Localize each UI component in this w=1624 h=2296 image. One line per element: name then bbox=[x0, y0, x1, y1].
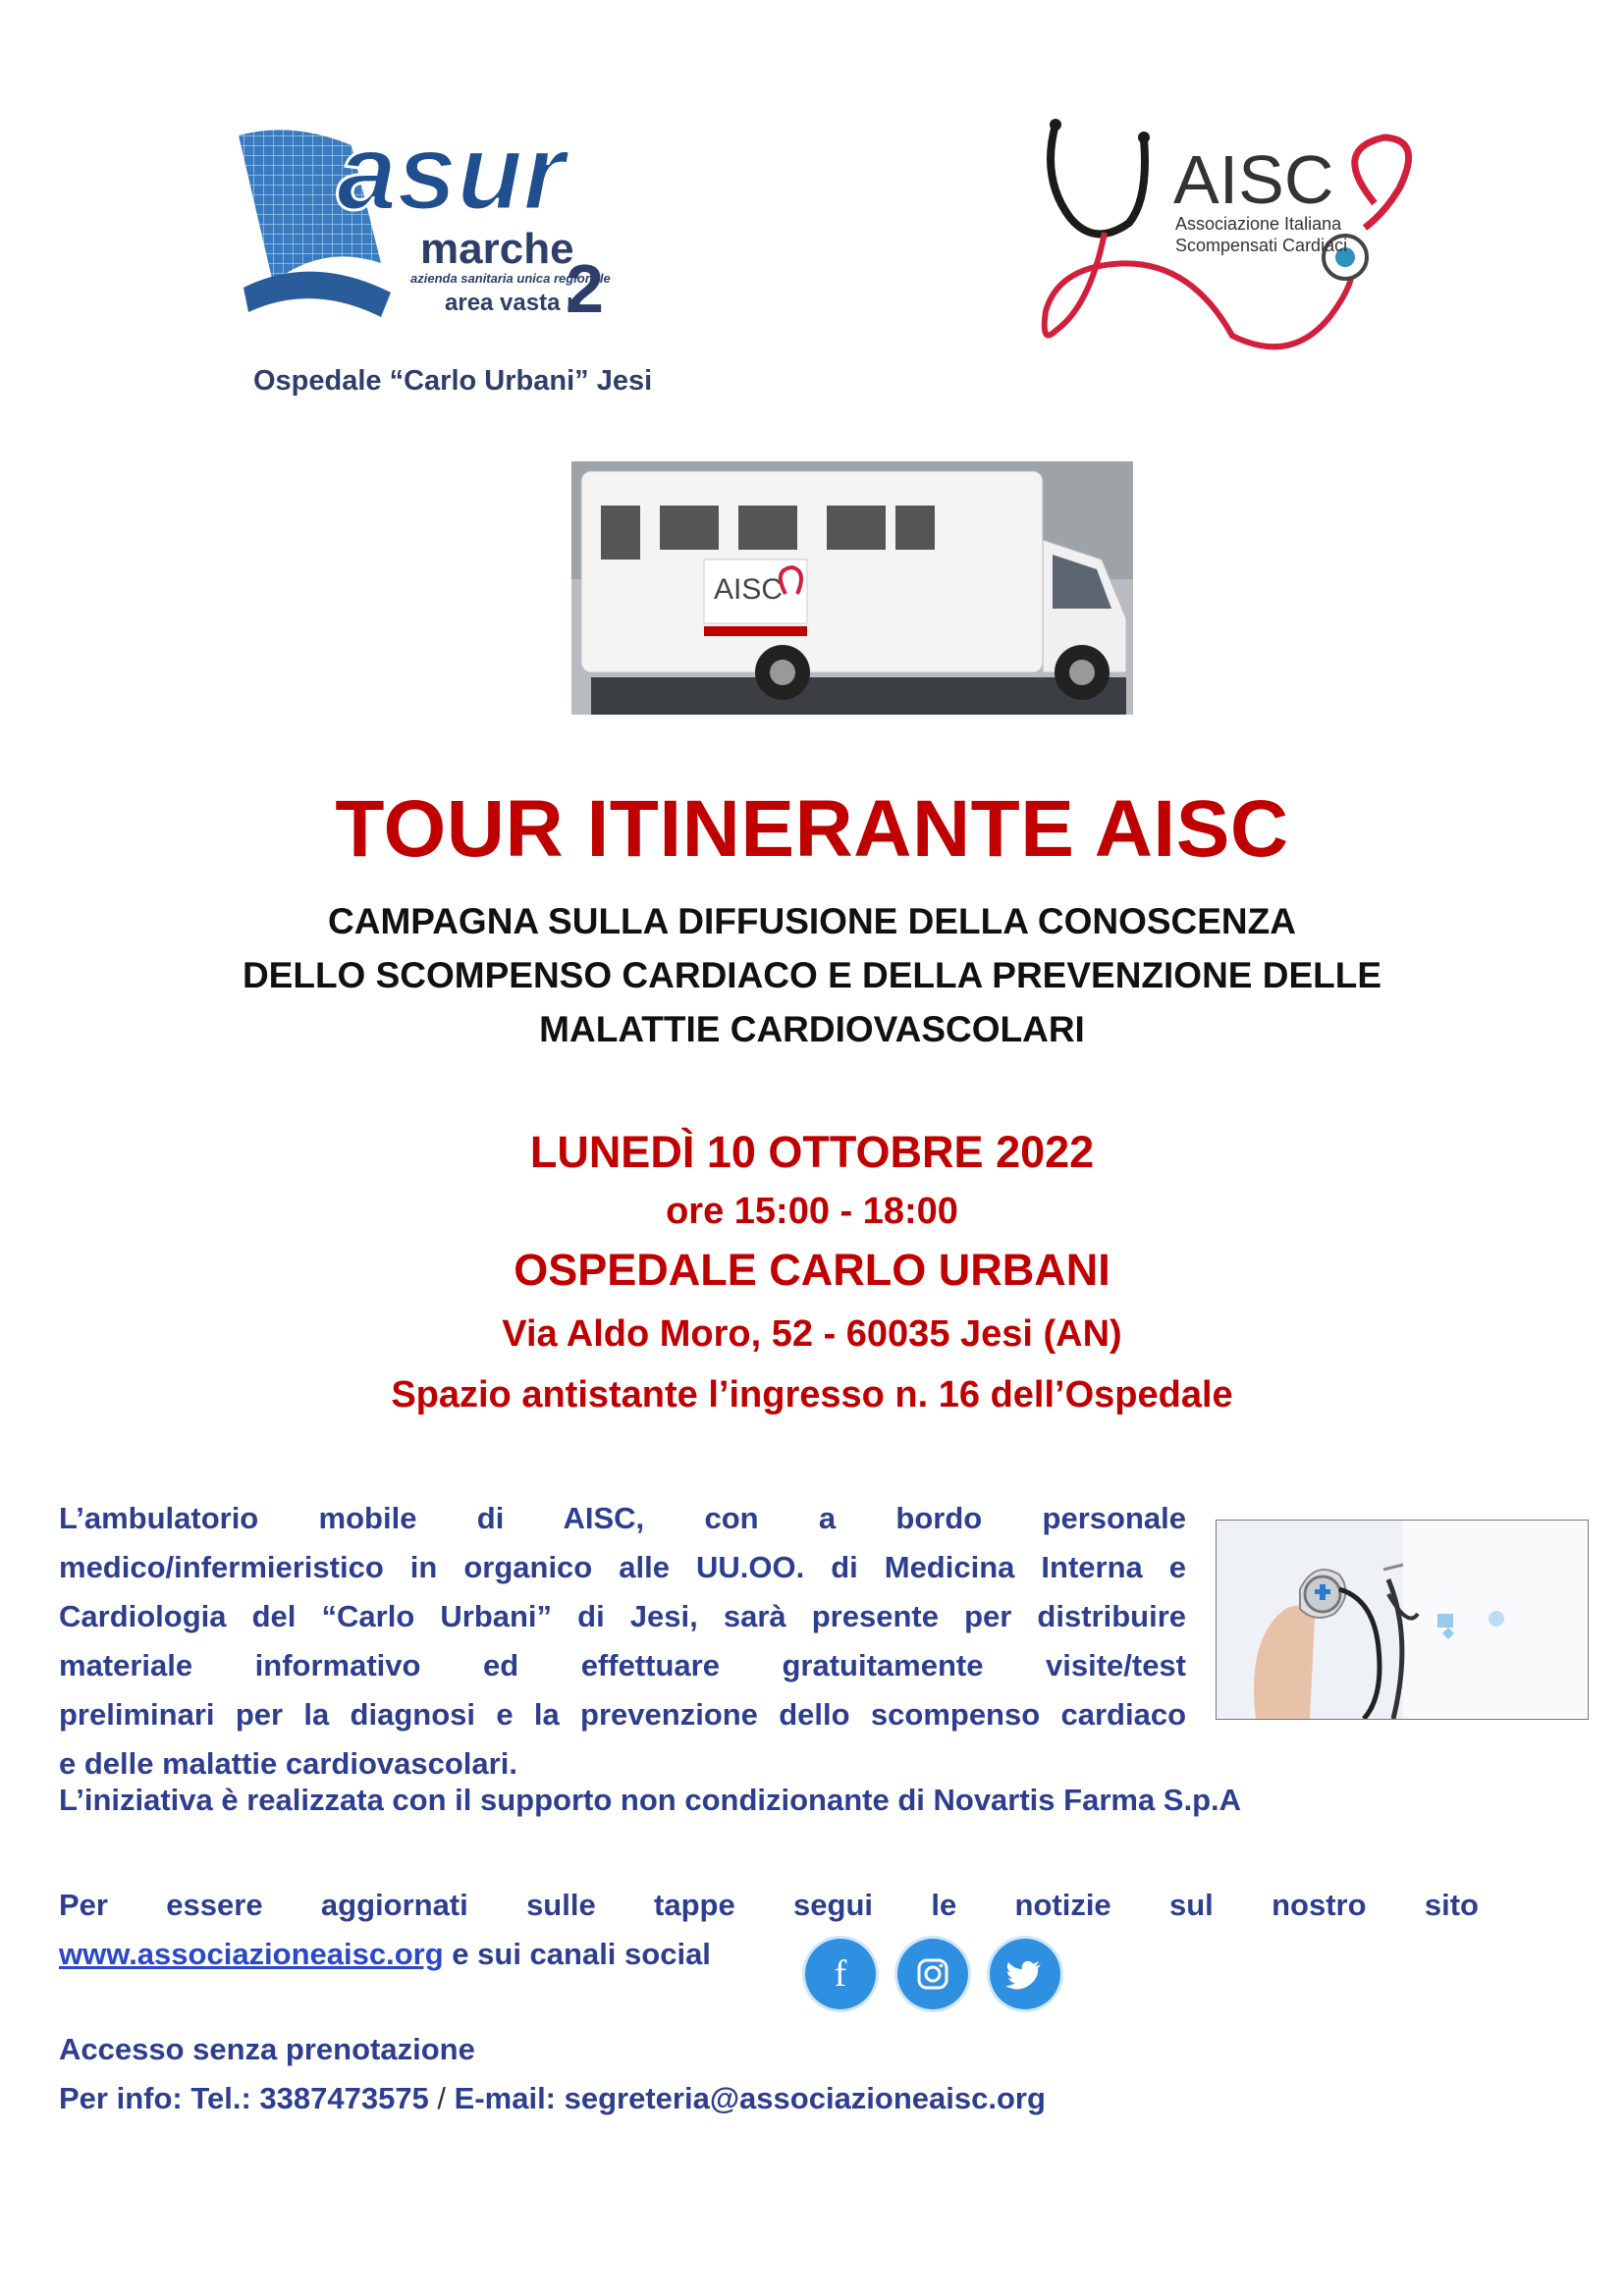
email-label: E-mail: bbox=[454, 2081, 565, 2115]
support-statement: L’iniziativa è realizzata con il supporto non condizionante di Novartis Farma S.p.A bbox=[59, 1783, 1242, 1817]
event-time: ore 15:00 - 18:00 bbox=[666, 1191, 958, 1232]
aisc-line2: Scompensati Cardiaci bbox=[1175, 236, 1348, 255]
description-line: materiale informativo ed effettuare gratuitamente visite/test bbox=[59, 1648, 1186, 1682]
info-label: Per info: Tel.: bbox=[59, 2081, 260, 2115]
contact-info bbox=[59, 2074, 1046, 2123]
description-line: L’ambulatorio mobile di AISC, con a bordo personale bbox=[59, 1501, 1186, 1535]
asur-area: area vasta n. bbox=[445, 290, 588, 316]
aisc-wordmark: AISC bbox=[1173, 141, 1334, 218]
facebook-button[interactable] bbox=[805, 1939, 876, 2009]
instagram-button[interactable] bbox=[897, 1939, 968, 2009]
event-entrance: Spazio antistante l’ingresso n. 16 dell’Ospedale bbox=[391, 1374, 1233, 1415]
twitter-button[interactable] bbox=[990, 1939, 1060, 2009]
aisc-logo bbox=[1036, 110, 1429, 355]
subtitle-line-2: DELLO SCOMPENSO CARDIACO E DELLA PREVENZIONE DELLE bbox=[242, 955, 1382, 995]
event-address: Via Aldo Moro, 52 - 60035 Jesi (AN) bbox=[502, 1313, 1122, 1355]
updates-statement: Per essere aggiornati sulle tappe segui le notizie sul nostro sito bbox=[59, 1888, 1479, 1922]
event-venue: OSPEDALE CARLO URBANI bbox=[514, 1245, 1110, 1295]
asur-area-number: 2 bbox=[566, 250, 604, 327]
asur-tagline: azienda sanitaria unica regionale bbox=[410, 271, 611, 286]
phone-number[interactable]: 3387473575 bbox=[259, 2081, 429, 2115]
description-line: medico/infermieristico in organico alle UU.OO. di Medicina Interna e bbox=[59, 1550, 1186, 1584]
asur-logo bbox=[234, 116, 617, 327]
description-line: preliminari per la diagnosi e la prevenzione dello scompenso cardiaco bbox=[59, 1697, 1186, 1732]
facebook-icon bbox=[805, 1939, 876, 2009]
subtitle-line-3: MALATTIE CARDIOVASCOLARI bbox=[539, 1009, 1085, 1049]
aisc-line1: Associazione Italiana bbox=[1175, 214, 1342, 234]
twitter-icon bbox=[990, 1939, 1060, 2009]
facebook-letter: f bbox=[834, 1953, 847, 1995]
asur-region: marche bbox=[420, 225, 574, 273]
svg-text:AISC: AISC bbox=[714, 573, 784, 606]
separator: / bbox=[428, 2081, 455, 2115]
event-date: LUNEDÌ 10 OTTOBRE 2022 bbox=[529, 1127, 1095, 1177]
email-address[interactable]: segreteria@associazioneaisc.org bbox=[564, 2081, 1046, 2115]
website-line bbox=[59, 1930, 711, 1979]
asur-wordmark: asur bbox=[337, 116, 566, 233]
mobile-clinic-photo bbox=[571, 461, 1133, 715]
instagram-icon bbox=[897, 1939, 968, 2009]
access-note: Accesso senza prenotazione bbox=[59, 2032, 475, 2066]
event-title: TOUR ITINERANTE AISC bbox=[335, 784, 1289, 874]
hospital-name: Ospedale “Carlo Urbani” Jesi bbox=[253, 365, 653, 397]
website-link[interactable]: www.associazioneaisc.org bbox=[59, 1937, 444, 1971]
subtitle-line-1: CAMPAGNA SULLA DIFFUSIONE DELLA CONOSCENZA bbox=[328, 901, 1296, 941]
description bbox=[59, 1494, 1186, 1789]
social-text: e sui canali social bbox=[443, 1937, 711, 1971]
description-line: Cardiologia del “Carlo Urbani” di Jesi, sarà presente per distribuire bbox=[59, 1599, 1186, 1633]
doctor-stethoscope-photo bbox=[1216, 1520, 1589, 1720]
description-line: e delle malattie cardiovascolari. bbox=[59, 1746, 517, 1781]
